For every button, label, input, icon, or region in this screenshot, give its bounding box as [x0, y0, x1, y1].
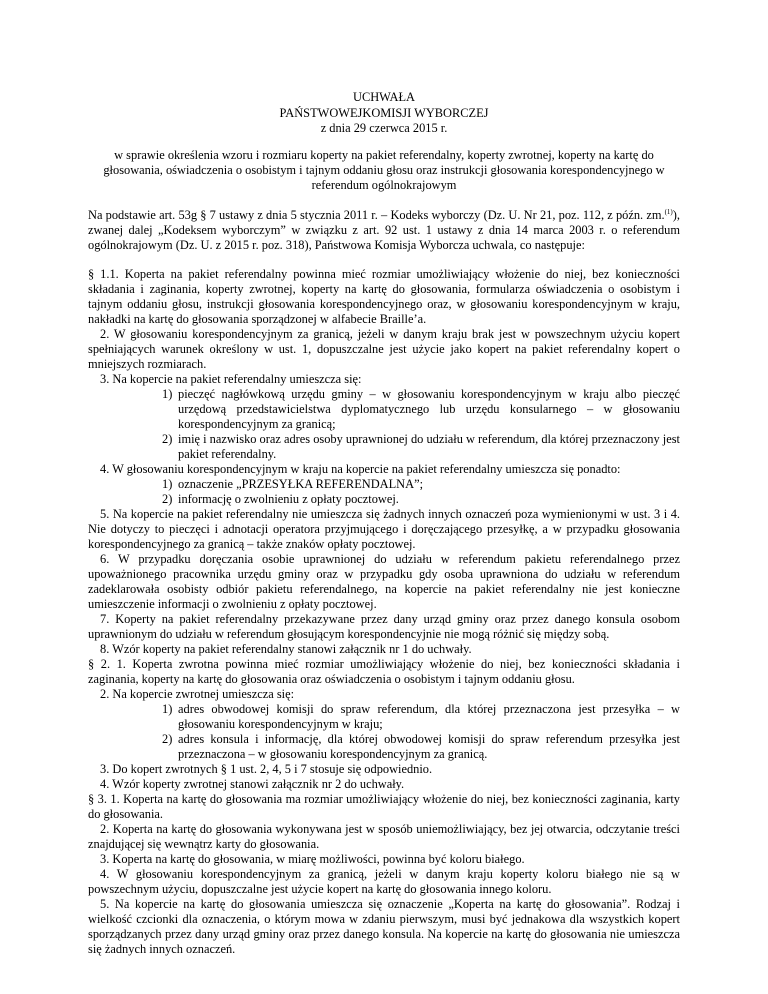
section-1-para-3: 3. Na kopercie na pakiet referendalny umieszcza się:: [100, 371, 362, 386]
resolution-subject: w sprawie określenia wzoru i rozmiaru koperty na pakiet referendalny, koperty zwrotnej, koperty na kartę do głosowania, oświadczenia o osobistym i tajnym oddaniu głosu oraz instrukcji głosowania korespondencyjnego w referendum ogólnokrajowym: [103, 147, 665, 192]
section-2-para-2: 2. Na kopercie zwrotnej umieszcza się:: [100, 686, 295, 701]
list-item: [162, 431, 680, 462]
section-1-para-2: 2. W głosowaniu korespondencyjnym za granicą, jeżeli w danym kraju brak jest w powszechnym użyciu kopert spełniających warunek określony w ust. 1, dopuszczalne jest użycie jako kopert na pakiet referendalny kopert o mniejszych rozmiarach.: [88, 326, 680, 371]
document-page: [88, 90, 680, 957]
list-item: [162, 386, 680, 432]
list-number: 2): [162, 491, 173, 506]
list-number: 2): [162, 731, 173, 746]
section-2-para-1: § 2. 1. Koperta zwrotna powinna mieć rozmiar umożliwiający włożenie do niej, bez konieczności składania i zaginania, koperty na kartę do głosowania oraz oświadczenia o osobistym i tajnym oddaniu głosu.: [88, 656, 680, 686]
section-2-para-4: 4. Wzór koperty zwrotnej stanowi załącznik nr 2 do uchwały.: [100, 776, 405, 791]
footnote-marker: (1): [664, 207, 673, 216]
section-3-para-2: 2. Koperta na kartę do głosowania wykonywana jest w sposób uniemożliwiający, bez jej otwarcia, odczytanie treści znajdującej się wewnątrz karty do głosowania.: [88, 821, 680, 851]
section-3-para-3: 3. Koperta na kartę do głosowania, w miarę możliwości, powinna być koloru białego.: [100, 851, 525, 866]
section-2-para-3: 3. Do kopert zwrotnych § 1 ust. 2, 4, 5 i 7 stosuje się odpowiednio.: [100, 761, 433, 776]
resolution-body: [88, 267, 680, 957]
issuing-body: PAŃSTWOWEJKOMISJI WYBORCZEJ: [279, 105, 489, 120]
list-number: 1): [162, 386, 173, 401]
list-number: 2): [162, 431, 173, 446]
list-number: 1): [162, 701, 173, 716]
section-3-para-1: § 3. 1. Koperta na kartę do głosowania ma rozmiar umożliwiający włożenie do niej, bez konieczności zaginania, karty do głosowania.: [88, 791, 680, 821]
legal-basis: [88, 208, 680, 253]
list-text: oznaczenie „PRZESYŁKA REFERENDALNA”;: [178, 476, 424, 491]
list-text: adres konsula i informację, dla której obwodowej komisji do spraw referendum przesyłka jest przeznaczona – w głosowaniu korespondencyjnym za granicą.: [178, 731, 680, 761]
section-3-para-5: 5. Na kopercie na kartę do głosowania umieszcza się oznaczenie „Koperta na kartę do głosowania”. Rodzaj i wielkość czcionki dla oznaczenia, o którym mowa w zdaniu pierwszym, musi być jednakowa dla wszystkich kopert sporządzanych przez dany urząd gminy oraz przez danego konsula. Na kopercie na kartę do głosowania nie umieszcza się żadnych innych oznaczeń.: [88, 896, 680, 956]
legal-basis-text-1: Na podstawie art. 53g § 7 ustawy z dnia 5 stycznia 2011 r. – Kodeks wyborczy (Dz. U. Nr 21, poz. 112, z późn. zm.: [88, 207, 665, 222]
section-1-para-1: § 1.1. Koperta na pakiet referendalny powinna mieć rozmiar umożliwiający włożenie do niej, bez konieczności składania i zaginania, koperty zwrotnej, koperty na kartę do głosowania, formularza oświadczenia o osobistym i tajnym oddaniu głosu, instrukcji głosowania korespondencyjnego oraz, w głosowaniu korespondencyjnym w kraju, nakładki na kartę do głosowania sporządzonej w alfabecie Braille’a.: [88, 266, 680, 326]
list-text: pieczęć nagłówkową urzędu gminy – w głosowaniu korespondencyjnym w kraju albo pieczęć urzędową przedstawicielstwa dyplomatycznego lub urzędu konsularnego – w głosowaniu korespondencyjnym za granicą;: [178, 386, 680, 431]
section-1-para-8: 8. Wzór koperty na pakiet referendalny stanowi załącznik nr 1 do uchwały.: [100, 641, 472, 656]
list-item: [162, 731, 680, 762]
section-1-para-5: 5. Na kopercie na pakiet referendalny nie umieszcza się żadnych innych oznaczeń poza wymienionymi w ust. 3 i 4. Nie dotyczy to pieczęci i adnotacji operatora przyjmującego i doręczającego przesyłkę, a w przypadku głosowania korespondencyjnego za granicą – także znaków opłaty pocztowej.: [88, 506, 680, 551]
list-number: 1): [162, 476, 173, 491]
document-type: UCHWAŁA: [353, 90, 415, 104]
list-text: imię i nazwisko oraz adres osoby uprawnionej do udziału w referendum, dla której przeznaczony jest pakiet referendalny.: [178, 431, 680, 461]
resolution-header: [88, 90, 680, 137]
section-3-para-4: 4. W głosowaniu korespondencyjnym za granicą, jeżeli w danym kraju koperty koloru białego nie są w powszechnym użyciu, dopuszczalne jest użycie kopert na kartę do głosowania innego koloru.: [88, 866, 680, 896]
list-text: informację o zwolnieniu z opłaty pocztowej.: [178, 491, 399, 506]
section-1-para-4: 4. W głosowaniu korespondencyjnym w kraju na kopercie na pakiet referendalny umieszcza się ponadto:: [100, 461, 621, 476]
list-text: adres obwodowej komisji do spraw referendum, dla której przeznaczona jest przesyłka – w głosowaniu korespondencyjnym w kraju;: [178, 701, 680, 731]
section-1-para-7: 7. Koperty na pakiet referendalny przekazywane przez dany urząd gminy oraz przez danego konsula osobom uprawnionym do udziału w referendum głosującym korespondencyjnie nie mogą różnić się między sobą.: [88, 611, 680, 641]
legal-basis-text-2: ), zwanej dalej „Kodeksem wyborczym” w związku z art. 92 ust. 1 ustawy z dnia 14 marca 2003 r. o referendum ogólnokrajowym (Dz. U. z 2015 r. poz. 318), Państwowa Komisja Wyborcza uchwala, co następuje:: [88, 207, 680, 252]
document-date: z dnia 29 czerwca 2015 r.: [320, 121, 448, 135]
section-1-para-6: 6. W przypadku doręczania osobie uprawnionej do udziału w referendum pakietu referendalnego przez upoważnionego pracownika urzędu gminy oraz w przypadku gdy osoba uprawniona do udziału w referendum zadeklarowała osobisty odbiór pakietu referendalnego, na kopercie na pakiet referendalny nie jest konieczne umieszczenie informacji o zwolnieniu z opłaty pocztowej.: [88, 551, 680, 611]
list-item: [162, 701, 680, 732]
list-item: [162, 476, 680, 492]
list-item: [162, 491, 680, 507]
